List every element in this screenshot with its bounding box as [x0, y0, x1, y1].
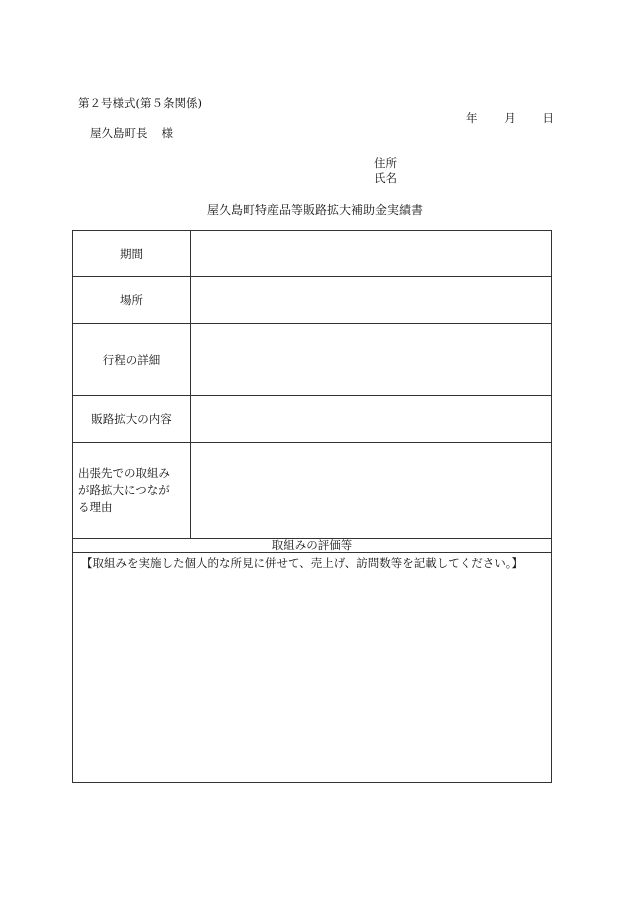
table-row [73, 443, 552, 539]
evaluation-note: 【取組みを実施した個人的な所見に併せて、売上げ、訪問数等を記載してください。】 [81, 556, 524, 570]
evaluation-header: 取組みの評価等 [73, 539, 552, 553]
addressee [90, 125, 173, 141]
evaluation-field[interactable] [73, 553, 552, 783]
date-year-label: 年 [466, 111, 478, 125]
place-field[interactable] [191, 277, 552, 324]
row-label-reason [73, 443, 191, 539]
report-table [72, 230, 552, 783]
reason-label-line: が路拡大につなが [78, 483, 170, 497]
table-row [73, 539, 552, 553]
reason-label-line: 出張先での取組み [78, 466, 170, 480]
table-row [73, 324, 552, 396]
addressee-honorific: 様 [161, 126, 173, 140]
table-row [73, 396, 552, 443]
name-label: 氏名 [374, 171, 397, 185]
date-month-label: 月 [504, 111, 516, 125]
row-label-period: 期間 [73, 231, 191, 277]
table-row [73, 277, 552, 324]
addressee-name: 屋久島町長 [90, 126, 148, 140]
applicant-block [374, 156, 397, 186]
reason-field[interactable] [191, 443, 552, 539]
address-label: 住所 [374, 156, 397, 170]
date-day-label: 日 [542, 111, 554, 125]
reason-label-line: る理由 [78, 500, 113, 514]
document-title: 屋久島町特産品等販路拡大補助金実績書 [206, 203, 423, 217]
row-label-itinerary: 行程の詳細 [73, 324, 191, 396]
table-row [73, 553, 552, 783]
form-number: 第２号様式(第５条関係) [78, 96, 202, 110]
row-label-sales-expansion: 販路拡大の内容 [73, 396, 191, 443]
period-field[interactable] [191, 231, 552, 277]
itinerary-field[interactable] [191, 324, 552, 396]
date-line [466, 110, 554, 126]
row-label-place: 場所 [73, 277, 191, 324]
table-row [73, 231, 552, 277]
sales-expansion-field[interactable] [191, 396, 552, 443]
